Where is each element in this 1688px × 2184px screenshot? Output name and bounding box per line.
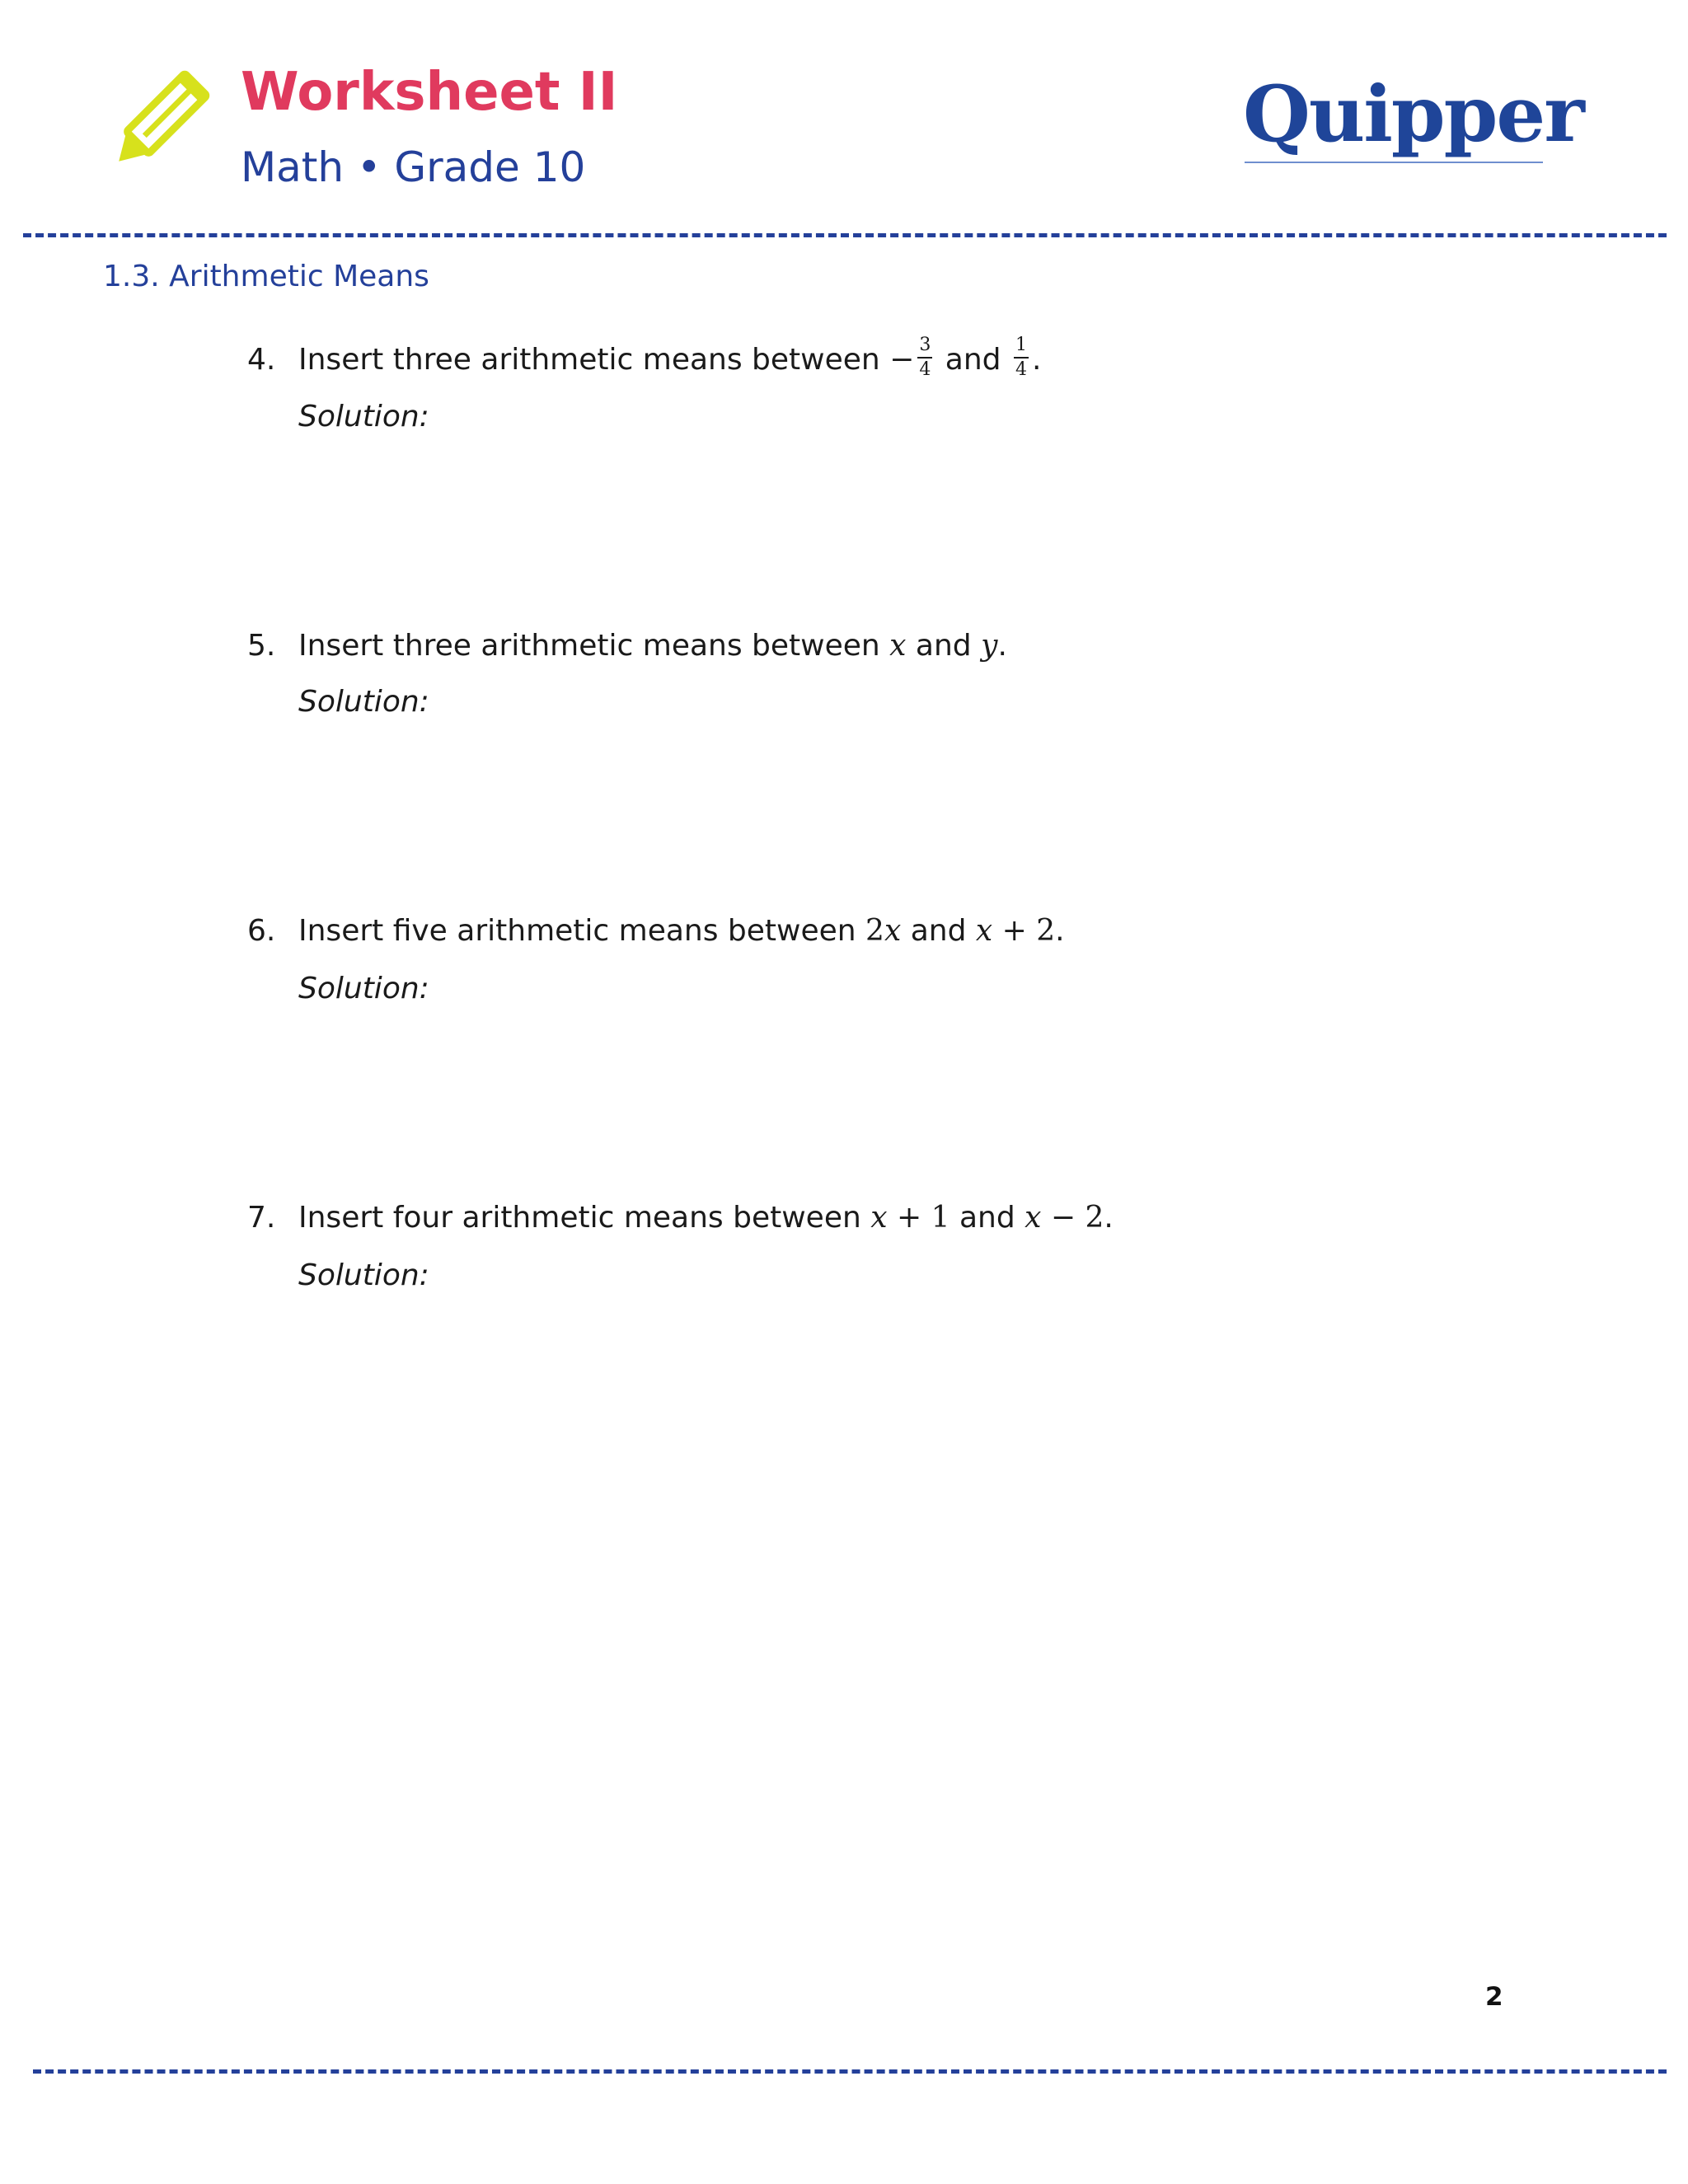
brand-logo: Quipper [1243,69,1583,160]
question-connector: and [901,914,976,948]
question-end: . [1104,1201,1114,1235]
fraction-numerator: 3 [917,336,932,359]
question-number: 7. [247,1201,276,1235]
solution-label: Solution: [298,685,429,719]
question-number: 5. [247,629,276,663]
solution-label: Solution: [298,400,429,434]
math-variable: x [1025,1201,1042,1235]
fraction-denominator: 4 [919,359,931,380]
top-divider [23,233,1667,237]
fraction-denominator: 4 [1015,359,1027,380]
fraction [917,336,932,379]
question-text: Insert three arithmetic means between [298,629,890,663]
solution-label: Solution: [298,972,429,1005]
math-sign: − [889,343,915,377]
question-6 [247,916,1065,946]
fraction [1014,336,1029,379]
brand-underline [1245,162,1543,163]
question-4 [247,335,1042,382]
question-text: Insert three arithmetic means between [298,343,890,377]
pencil-icon [97,59,221,183]
math-expression: + 1 [887,1201,950,1235]
question-connector: and [935,343,1010,377]
question-5 [247,631,1007,661]
question-end: . [1031,343,1042,377]
question-7 [247,1203,1114,1233]
math-variable: x [884,914,902,948]
question-text: Insert four arithmetic means between [298,1201,871,1235]
bottom-divider [33,2069,1667,2074]
question-connector: and [906,629,982,663]
math-coefficient: 2 [865,914,884,948]
section-heading: 1.3. Arithmetic Means [103,260,429,293]
question-text: Insert five arithmetic means between [298,914,866,948]
question-number: 6. [247,914,276,948]
math-variable: x [870,1201,888,1235]
math-variable: y [981,629,998,663]
fraction-numerator: 1 [1014,336,1029,359]
question-connector: and [950,1201,1025,1235]
math-expression: − 2 [1041,1201,1104,1235]
worksheet-subtitle: Math • Grade 10 [241,143,586,191]
math-expression: + 2 [992,914,1056,948]
page-number: 2 [1485,1982,1503,2012]
worksheet-title: Worksheet II [241,62,618,123]
question-end: . [997,629,1007,663]
math-variable: x [975,914,993,948]
solution-label: Solution: [298,1258,429,1292]
question-number: 4. [247,343,276,377]
question-end: . [1055,914,1065,948]
math-variable: x [889,629,907,663]
